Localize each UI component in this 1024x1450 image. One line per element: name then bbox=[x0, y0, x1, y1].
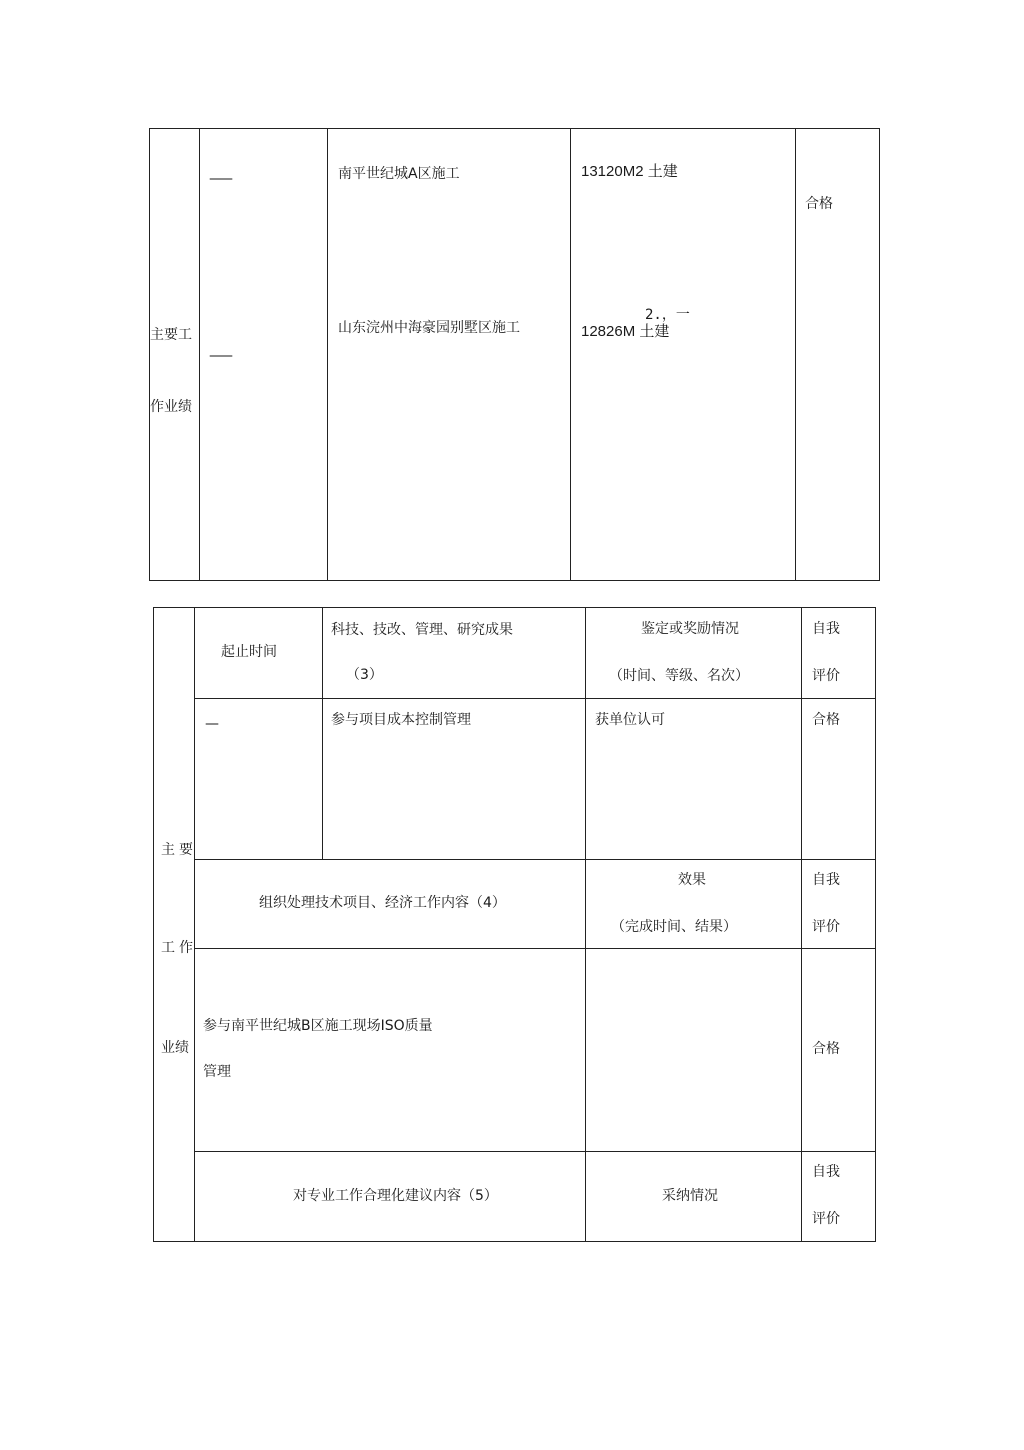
table2-row2-content-line1: 参与南平世纪城B区施工现场ISO质量 bbox=[203, 1018, 433, 1034]
table2-header2-self-eval-line2: 评价 bbox=[812, 919, 840, 935]
table2-side-label-line2: 工作 bbox=[161, 940, 197, 956]
table1-col-divider-1 bbox=[199, 128, 200, 581]
table2-row1-achievement: 参与项目成本控制管理 bbox=[331, 712, 471, 728]
table2-row-divider-3 bbox=[194, 948, 876, 949]
table2-header-award-line1: 鉴定或奖励情况 bbox=[641, 621, 739, 637]
table2-header2-self-eval-line1: 自我 bbox=[812, 872, 840, 888]
table2-header3-self-eval-line2: 评价 bbox=[812, 1211, 840, 1227]
table2-row1-self-eval: 合格 bbox=[812, 712, 840, 728]
table2-header1-self-eval-line2: 评价 bbox=[812, 668, 840, 684]
table1-col-divider-3 bbox=[570, 128, 571, 581]
table2-header-award-line2: （时间、等级、名次） bbox=[609, 668, 749, 684]
table1-row1-dash: —— bbox=[209, 171, 229, 187]
table2-col-divider-side bbox=[194, 607, 195, 1242]
table2-row1-period: — bbox=[205, 716, 219, 732]
table2-header3-self-eval-line1: 自我 bbox=[812, 1164, 840, 1180]
table2-row1-award: 获单位认可 bbox=[595, 712, 665, 728]
table1-row2-project: 山东浣州中海豪园别墅区施工 bbox=[338, 320, 520, 336]
table1-col-divider-2 bbox=[327, 128, 328, 581]
table1-side-label-line1: 主要工 bbox=[150, 327, 192, 343]
table2-header-effect-line1: 效果 bbox=[678, 872, 706, 888]
table2-row-divider-1 bbox=[194, 698, 876, 699]
table1-frame bbox=[149, 128, 880, 581]
table2-side-label-line3: 业绩 bbox=[161, 1040, 189, 1056]
table2-row-divider-2 bbox=[194, 859, 876, 860]
table2-side-label-line1: 主要 bbox=[161, 842, 197, 858]
table1-row1-result: 合格 bbox=[805, 196, 833, 212]
table2-header-adoption: 采纳情况 bbox=[662, 1188, 718, 1204]
table2-header-content: 组织处理技术项目、经济工作内容（4） bbox=[259, 895, 506, 911]
table1-row1-area: 13120M2 土建 bbox=[581, 163, 678, 180]
table2-col-divider-period bbox=[322, 607, 323, 860]
table2-col-divider-middle bbox=[585, 607, 586, 1242]
table2-col-divider-self-eval bbox=[801, 607, 802, 1242]
table2-header-achievements-line2: （3） bbox=[346, 667, 383, 683]
table2-header-period: 起止时间 bbox=[221, 644, 277, 660]
table1-row2-area-superscript: 2.，一 bbox=[645, 307, 690, 323]
table2-row-divider-4 bbox=[194, 1151, 876, 1152]
table1-side-label-line2: 作业绩 bbox=[150, 399, 192, 415]
table2-header-achievements-line1: 科技、技改、管理、研究成果 bbox=[331, 622, 513, 638]
table2-header1-self-eval-line1: 自我 bbox=[812, 621, 840, 637]
table1-row2-dash: —— bbox=[209, 348, 229, 364]
table1-col-divider-4 bbox=[795, 128, 796, 581]
table2-header-effect-line2: （完成时间、结果） bbox=[611, 919, 737, 935]
table2-header-suggestion: 对专业工作合理化建议内容（5） bbox=[293, 1188, 498, 1204]
table1-row2-area: 12826M 土建 bbox=[581, 323, 670, 340]
table1-row1-project: 南平世纪城A区施工 bbox=[338, 166, 460, 182]
table2-row2-content-line2: 管理 bbox=[203, 1064, 231, 1080]
table2-frame bbox=[153, 607, 876, 1242]
table2-row2-self-eval: 合格 bbox=[812, 1041, 840, 1057]
